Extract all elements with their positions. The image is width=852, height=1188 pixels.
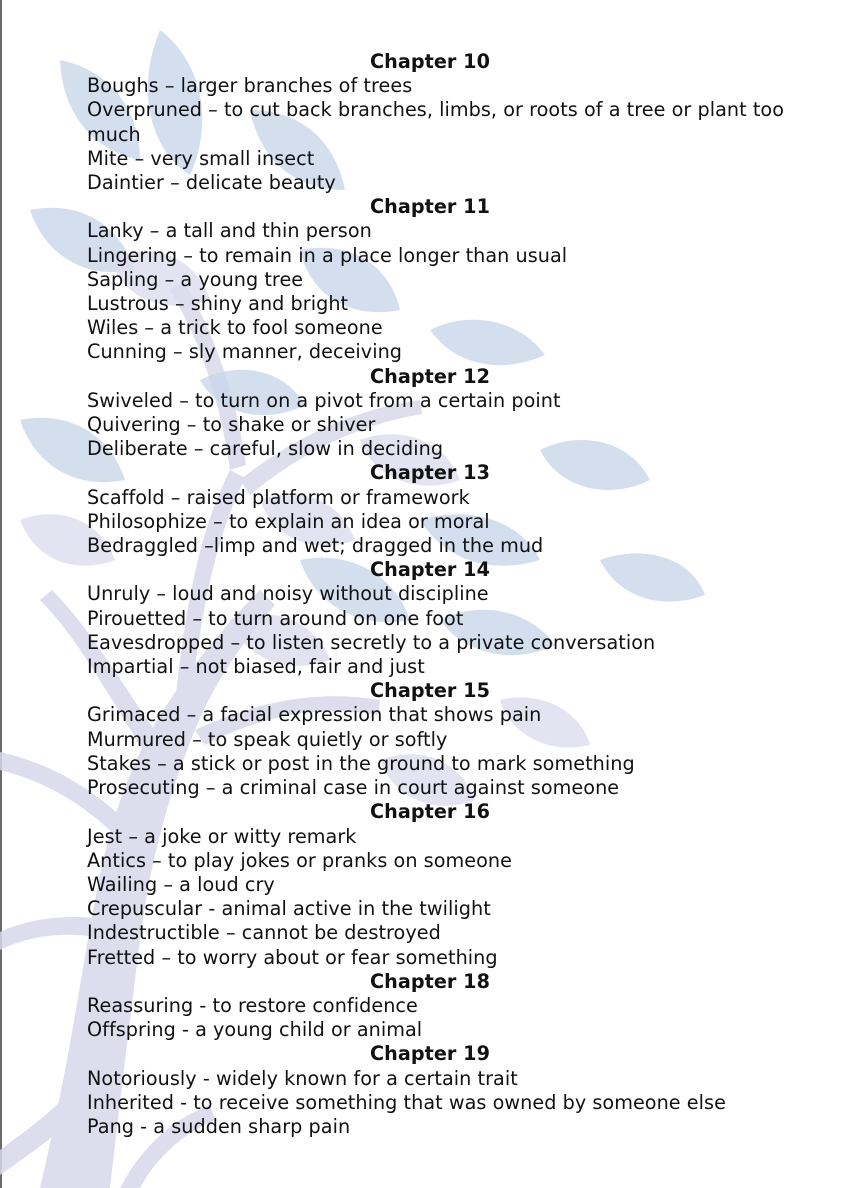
vocabulary-entry: Cunning – sly manner, deceiving xyxy=(87,340,403,364)
vocabulary-entry: Boughs – larger branches of trees xyxy=(87,74,413,98)
vocabulary-entry: Wiles – a trick to fool someone xyxy=(87,316,383,340)
vocabulary-entry: Swiveled – to turn on a pivot from a certain point xyxy=(87,388,561,412)
chapter-heading: Chapter 14 xyxy=(370,558,490,582)
vocabulary-entry: Fretted – to worry about or fear something xyxy=(87,945,498,969)
vocabulary-entry: Jest – a joke or witty remark xyxy=(87,824,357,848)
vocabulary-entry: Mite – very small insect xyxy=(87,146,315,170)
vocabulary-entry: Sapling – a young tree xyxy=(87,267,304,291)
vocabulary-entry: Eavesdropped – to listen secretly to a private conversation xyxy=(87,630,656,654)
vocabulary-entry: Offspring - a young child or animal xyxy=(87,1018,423,1042)
vocabulary-entry: Bedraggled –limp and wet; dragged in the mud xyxy=(87,534,544,558)
vocabulary-entry: Lingering – to remain in a place longer than usual xyxy=(87,243,568,267)
chapter-heading: Chapter 12 xyxy=(370,364,490,388)
vocabulary-entry: Stakes – a stick or post in the ground to mark something xyxy=(87,751,635,775)
vocabulary-entry: Impartial – not biased, fair and just xyxy=(87,655,425,679)
vocabulary-entry: Philosophize – to explain an idea or moral xyxy=(87,509,490,533)
chapter-heading: Chapter 18 xyxy=(370,969,490,993)
vocabulary-entry: Pang - a sudden sharp pain xyxy=(87,1114,351,1138)
vocabulary-entry: Daintier – delicate beauty xyxy=(87,171,336,195)
chapter-heading: Chapter 16 xyxy=(370,800,490,824)
chapter-heading: Chapter 11 xyxy=(370,195,490,219)
vocabulary-entry: Overpruned – to cut back branches, limbs, or roots of a tree or plant too much xyxy=(87,98,785,146)
vocabulary-entry: Lustrous – shiny and bright xyxy=(87,292,349,316)
vocabulary-entry: Notoriously - widely known for a certain trait xyxy=(87,1066,518,1090)
vocabulary-entry: Wailing – a loud cry xyxy=(87,872,275,896)
vocabulary-entry: Crepuscular - animal active in the twilight xyxy=(87,897,491,921)
chapter-heading: Chapter 15 xyxy=(370,679,490,703)
vocabulary-entry: Indestructible – cannot be destroyed xyxy=(87,921,441,945)
vocabulary-entry: Inherited - to receive something that was owned by someone else xyxy=(87,1090,726,1114)
vocabulary-entry: Scaffold – raised platform or framework xyxy=(87,485,470,509)
vocabulary-entry: Reassuring - to restore confidence xyxy=(87,993,418,1017)
vocabulary-entry: Unruly – loud and noisy without discipline xyxy=(87,582,489,606)
vocabulary-entry: Deliberate – careful, slow in deciding xyxy=(87,437,444,461)
vocabulary-entry: Antics – to play jokes or pranks on someone xyxy=(87,848,512,872)
vocabulary-entry: Pirouetted – to turn around on one foot xyxy=(87,606,464,630)
vocabulary-entry: Murmured – to speak quietly or softly xyxy=(87,727,448,751)
vocabulary-entry: Prosecuting – a criminal case in court against someone xyxy=(87,776,620,800)
chapter-heading: Chapter 10 xyxy=(370,50,490,73)
vocabulary-list xyxy=(87,50,787,1139)
chapter-heading: Chapter 19 xyxy=(370,1042,490,1066)
vocabulary-entry: Grimaced – a facial expression that shows pain xyxy=(87,703,542,727)
vocabulary-entry: Lanky – a tall and thin person xyxy=(87,219,372,243)
chapter-heading: Chapter 13 xyxy=(370,461,490,485)
vocabulary-entry: Quivering – to shake or shiver xyxy=(87,413,376,437)
